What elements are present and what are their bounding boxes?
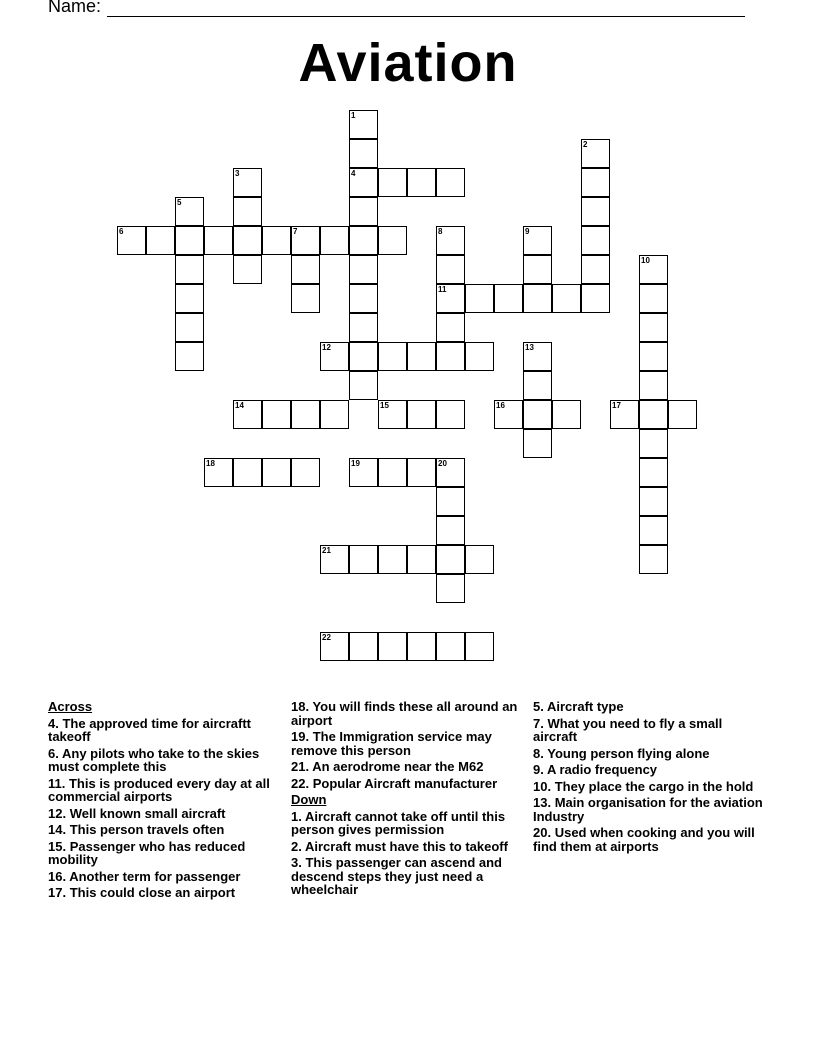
grid-cell[interactable] <box>436 632 465 661</box>
grid-cell[interactable] <box>465 342 494 371</box>
clue-number: 1. <box>291 808 302 824</box>
grid-cell[interactable] <box>175 255 204 284</box>
grid-cell[interactable] <box>175 284 204 313</box>
grid-cell[interactable] <box>407 400 436 429</box>
grid-cell[interactable] <box>407 168 436 197</box>
grid-cell[interactable] <box>378 458 407 487</box>
grid-cell[interactable] <box>233 197 262 226</box>
grid-cell[interactable] <box>175 226 204 255</box>
clues-heading: Down <box>291 792 327 807</box>
grid-cell[interactable] <box>407 545 436 574</box>
clue-number: 6 <box>119 227 124 236</box>
grid-cell[interactable] <box>639 545 668 574</box>
grid-cell[interactable] <box>378 632 407 661</box>
clue-number: 1 <box>351 111 356 120</box>
grid-cell[interactable] <box>465 545 494 574</box>
clues-column-1 <box>48 700 284 903</box>
clues-column-2 <box>291 700 521 900</box>
grid-cell[interactable] <box>610 400 639 429</box>
clue-number: 18. <box>291 699 310 714</box>
clue-text: You will finds these all around an airport <box>291 699 518 728</box>
grid-cell[interactable] <box>320 632 349 661</box>
clue-text: This person travels often <box>69 822 225 837</box>
clue-number: 9 <box>525 227 530 236</box>
grid-cell[interactable] <box>465 284 494 313</box>
clue-number: 21. <box>291 759 310 774</box>
grid-cell[interactable] <box>349 342 378 371</box>
grid-cell[interactable] <box>291 255 320 284</box>
clues-heading: Across <box>48 699 93 714</box>
grid-cell[interactable] <box>436 516 465 545</box>
clue-number: 10. <box>533 778 552 794</box>
grid-cell[interactable] <box>175 313 204 342</box>
grid-cell[interactable] <box>639 313 668 342</box>
grid-cell[interactable] <box>494 400 523 429</box>
clue-number: 11. <box>48 775 66 791</box>
grid-cell[interactable] <box>639 371 668 400</box>
clue-number: 3 <box>235 169 240 178</box>
clue-number: 15. <box>48 838 67 854</box>
grid-cell[interactable] <box>407 458 436 487</box>
grid-cell[interactable] <box>349 545 378 574</box>
page-title: Aviation <box>298 33 518 93</box>
grid-cell[interactable] <box>117 226 146 255</box>
clue-number: 10 <box>641 256 650 265</box>
grid-cell[interactable] <box>262 226 291 255</box>
clue-item <box>48 747 284 774</box>
grid-cell[interactable] <box>320 226 349 255</box>
clue-item <box>291 700 521 727</box>
clue-text: Any pilots who take to the skies must complete this <box>48 745 260 774</box>
clue-item <box>533 780 765 794</box>
clue-text: This could close an airport <box>69 885 236 900</box>
grid-cell[interactable] <box>291 284 320 313</box>
clue-item <box>291 810 521 837</box>
clue-text: The approved time for aircraftt takeoff <box>48 715 252 744</box>
clue-number: 8. <box>533 745 544 761</box>
clue-item <box>533 747 765 761</box>
grid-cell[interactable] <box>349 371 378 400</box>
grid-cell[interactable] <box>639 400 668 429</box>
clue-number: 18 <box>206 459 215 468</box>
grid-cell[interactable] <box>436 284 465 313</box>
clue-number: 13 <box>525 343 534 352</box>
clue-item <box>291 777 521 791</box>
grid-cell[interactable] <box>639 284 668 313</box>
grid-cell[interactable] <box>552 284 581 313</box>
clue-number: 5 <box>177 198 182 207</box>
clue-text: Young person flying alone <box>547 745 710 761</box>
clue-number: 20. <box>533 825 552 840</box>
grid-cell[interactable] <box>436 574 465 603</box>
grid-cell[interactable] <box>436 400 465 429</box>
grid-cell[interactable] <box>436 168 465 197</box>
grid-cell[interactable] <box>349 313 378 342</box>
grid-cell[interactable] <box>523 255 552 284</box>
clue-text: Used when cooking and you will find them at airports <box>533 825 755 854</box>
grid-cell[interactable] <box>581 197 610 226</box>
grid-cell[interactable] <box>407 342 436 371</box>
clue-item <box>48 870 284 884</box>
clue-item <box>533 700 765 714</box>
grid-cell[interactable] <box>523 226 552 255</box>
grid-cell[interactable] <box>262 458 291 487</box>
clue-number: 7 <box>293 227 298 236</box>
grid-cell[interactable] <box>436 313 465 342</box>
grid-cell[interactable] <box>639 516 668 545</box>
grid-cell[interactable] <box>581 139 610 168</box>
clue-text: Popular Aircraft manufacturer <box>312 775 498 791</box>
clue-text: Aircraft type <box>546 699 624 714</box>
grid-cell[interactable] <box>436 458 465 487</box>
clue-text: A radio frequency <box>546 762 658 777</box>
grid-cell[interactable] <box>436 487 465 516</box>
clue-item <box>48 777 284 804</box>
grid-cell[interactable] <box>349 255 378 284</box>
clue-text: This is produced every day at all commercial airports <box>48 775 270 804</box>
grid-cell[interactable] <box>436 342 465 371</box>
grid-cell[interactable] <box>349 197 378 226</box>
grid-cell[interactable] <box>494 284 523 313</box>
clue-number: 19. <box>291 729 310 744</box>
clue-item <box>48 717 284 744</box>
grid-cell[interactable] <box>291 226 320 255</box>
clue-number: 3. <box>291 855 302 870</box>
clue-item <box>291 840 521 854</box>
grid-cell[interactable] <box>175 342 204 371</box>
grid-cell[interactable] <box>233 400 262 429</box>
clue-item <box>291 856 521 897</box>
clue-text: This passenger can ascend and descend steps they just need a wheelchair <box>291 855 502 897</box>
clue-number: 13. <box>533 795 552 810</box>
clue-number: 22. <box>291 775 310 791</box>
grid-cell[interactable] <box>581 284 610 313</box>
grid-cell[interactable] <box>349 226 378 255</box>
grid-cell[interactable] <box>465 632 494 661</box>
grid-cell[interactable] <box>320 400 349 429</box>
grid-cell[interactable] <box>581 226 610 255</box>
clue-text: Another term for passenger <box>69 868 241 884</box>
clue-number: 5. <box>533 699 544 714</box>
grid-cell[interactable] <box>378 168 407 197</box>
grid-cell[interactable] <box>233 255 262 284</box>
grid-cell[interactable] <box>291 400 320 429</box>
clue-number: 19 <box>351 459 360 468</box>
clue-text: They place the cargo in the hold <box>554 778 754 794</box>
grid-cell[interactable] <box>523 284 552 313</box>
clue-number: 17 <box>612 401 621 410</box>
name-label: Name: <box>48 0 102 16</box>
clue-number: 12. <box>48 805 67 821</box>
grid-cell[interactable] <box>204 458 233 487</box>
clue-number: 7. <box>533 715 544 731</box>
grid-cell[interactable] <box>552 400 581 429</box>
grid-cell[interactable] <box>320 545 349 574</box>
grid-cell[interactable] <box>378 342 407 371</box>
clue-item <box>533 717 765 744</box>
clue-number: 4. <box>48 715 59 731</box>
grid-cell[interactable] <box>523 429 552 458</box>
clue-item <box>48 823 284 837</box>
clue-item <box>291 730 521 757</box>
clue-number: 20 <box>438 459 447 468</box>
clues-column-3 <box>533 700 765 856</box>
grid-cell[interactable] <box>581 255 610 284</box>
clue-item <box>533 796 765 823</box>
clue-number: 22 <box>322 633 331 642</box>
grid-cell[interactable] <box>349 110 378 139</box>
clue-number: 8 <box>438 227 443 236</box>
clue-item <box>48 807 284 821</box>
grid-cell[interactable] <box>639 342 668 371</box>
grid-cell[interactable] <box>639 429 668 458</box>
grid-cell[interactable] <box>262 400 291 429</box>
clue-text: What you need to fly a small aircraft <box>533 715 723 744</box>
grid-cell[interactable] <box>523 342 552 371</box>
grid-cell[interactable] <box>349 458 378 487</box>
clue-number: 17. <box>48 885 67 900</box>
clue-number: 12 <box>322 343 331 352</box>
grid-cell[interactable] <box>349 632 378 661</box>
grid-cell[interactable] <box>378 545 407 574</box>
grid-cell[interactable] <box>581 168 610 197</box>
clue-number: 6. <box>48 745 59 761</box>
grid-cell[interactable] <box>349 139 378 168</box>
clue-text: Well known small aircraft <box>69 805 226 821</box>
clue-text: The Immigration service may remove this person <box>291 729 492 758</box>
grid-cell[interactable] <box>378 400 407 429</box>
grid-cell[interactable] <box>146 226 175 255</box>
clue-number: 2 <box>583 140 588 149</box>
grid-cell[interactable] <box>378 226 407 255</box>
clue-number: 14 <box>235 401 244 410</box>
clue-text: Aircraft cannot take off until this person gives permission <box>291 808 506 837</box>
clue-item <box>533 763 765 777</box>
clue-number: 21 <box>322 546 331 555</box>
clue-item <box>48 840 284 867</box>
clue-number: 16. <box>48 868 67 884</box>
clue-number: 16 <box>496 401 505 410</box>
grid-cell[interactable] <box>523 400 552 429</box>
grid-cell[interactable] <box>233 226 262 255</box>
clue-item <box>48 886 284 900</box>
grid-cell[interactable] <box>523 371 552 400</box>
clue-text: Passenger who has reduced mobility <box>48 838 246 867</box>
grid-cell[interactable] <box>436 255 465 284</box>
grid-cell[interactable] <box>291 458 320 487</box>
clue-number: 14. <box>48 822 67 837</box>
grid-cell[interactable] <box>233 458 262 487</box>
grid-cell[interactable] <box>320 342 349 371</box>
clue-item <box>291 760 521 774</box>
clue-number: 9. <box>533 762 544 777</box>
clue-number: 2. <box>291 838 302 854</box>
grid-cell[interactable] <box>233 168 262 197</box>
grid-cell[interactable] <box>349 284 378 313</box>
grid-cell[interactable] <box>349 168 378 197</box>
clue-number: 4 <box>351 169 356 178</box>
clue-number: 15 <box>380 401 389 410</box>
grid-cell[interactable] <box>175 197 204 226</box>
grid-cell[interactable] <box>668 400 697 429</box>
grid-cell[interactable] <box>436 226 465 255</box>
clue-text: An aerodrome near the M62 <box>312 759 484 774</box>
grid-cell[interactable] <box>639 487 668 516</box>
grid-cell[interactable] <box>639 458 668 487</box>
clue-item <box>533 826 765 853</box>
grid-cell[interactable] <box>204 226 233 255</box>
grid-cell[interactable] <box>407 632 436 661</box>
clue-text: Aircraft must have this to takeoff <box>304 838 508 854</box>
clue-number: 11 <box>438 285 447 294</box>
grid-cell[interactable] <box>436 545 465 574</box>
clue-text: Main organisation for the aviation Industry <box>533 795 763 824</box>
grid-cell[interactable] <box>639 255 668 284</box>
